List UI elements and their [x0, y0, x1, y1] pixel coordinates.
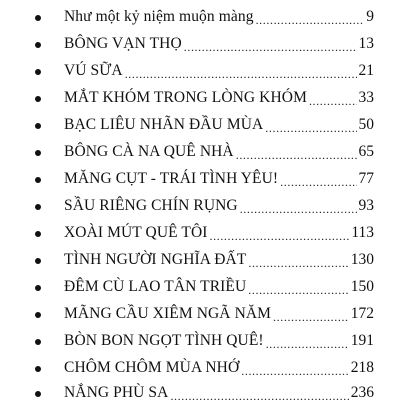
- toc-entry-title: SẦU RIÊNG CHÍN RỤNG: [64, 197, 238, 214]
- bullet-icon: [34, 88, 64, 108]
- toc-entry-page: 130: [350, 251, 374, 268]
- dot-leader: [248, 277, 348, 297]
- dot-leader: [241, 358, 349, 378]
- toc-entry: [34, 169, 374, 189]
- toc-entry-title: MĂNG CỤT - TRÁI TÌNH YÊU!: [64, 170, 279, 187]
- toc-entry: [34, 88, 374, 108]
- dot-leader: [273, 304, 349, 324]
- bullet-icon: [34, 358, 64, 378]
- toc-entry-page: 9: [366, 8, 374, 25]
- toc-entry: [34, 250, 374, 270]
- toc-entry-title: BÔNG VẠN THỌ: [64, 35, 182, 52]
- bullet-icon: [34, 277, 64, 297]
- toc-entry: [34, 61, 374, 81]
- toc-entry-title: XOÀI MÚT QUÊ TÔI: [64, 224, 208, 241]
- dot-leader: [309, 88, 357, 108]
- toc-entry-page: 77: [358, 170, 374, 187]
- dot-leader: [280, 169, 356, 189]
- toc-entry-page: 13: [358, 35, 374, 52]
- toc-entry: [34, 34, 374, 54]
- toc-entry: [34, 7, 374, 27]
- toc-entry-title: NẮNG PHÙ SA: [64, 384, 169, 401]
- toc-entry-title: BÔNG CÀ NA QUÊ NHÀ: [64, 143, 234, 160]
- bullet-icon: [34, 223, 64, 243]
- toc-entry-title: BẠC LIÊU NHÃN ĐẦU MÙA: [64, 116, 264, 133]
- bullet-icon: [34, 34, 64, 54]
- toc-entry-page: 218: [350, 359, 374, 376]
- dot-leader: [265, 115, 356, 135]
- toc-entry-page: 113: [351, 224, 374, 241]
- dot-leader: [236, 142, 357, 162]
- dot-leader: [240, 196, 357, 216]
- bullet-icon: [34, 331, 64, 351]
- toc-entry-page: 21: [358, 62, 374, 79]
- dot-leader: [256, 7, 365, 27]
- toc-entry-page: 172: [350, 305, 374, 322]
- toc-entry-page: 93: [358, 197, 374, 214]
- toc-entry: [34, 358, 374, 378]
- dot-leader: [210, 223, 350, 243]
- toc-entry: [34, 277, 374, 297]
- toc-entry-page: 150: [350, 278, 374, 295]
- toc-entry: [34, 331, 374, 351]
- toc-entry: [34, 115, 374, 135]
- toc-entry-title: TÌNH NGƯỜI NGHĨA ĐẤT: [64, 251, 247, 268]
- toc-entry-title: VÚ SỮA: [64, 62, 123, 79]
- toc-entry: [34, 142, 374, 162]
- toc-entry: [34, 383, 374, 403]
- toc-entry-page: 191: [350, 332, 374, 349]
- toc-entry-title: ĐÊM CÙ LAO TÂN TRIỀU: [64, 278, 247, 295]
- dot-leader: [184, 34, 357, 54]
- toc-entry-title: Như một kỷ niệm muộn màng: [64, 8, 254, 25]
- toc-entry: [34, 223, 374, 243]
- bullet-icon: [34, 169, 64, 189]
- dot-leader: [266, 331, 349, 351]
- dot-leader: [248, 250, 348, 270]
- bullet-icon: [34, 142, 64, 162]
- bullet-icon: [34, 383, 64, 403]
- toc-entry-page: 33: [358, 89, 374, 106]
- toc-entry: [34, 304, 374, 324]
- bullet-icon: [34, 304, 64, 324]
- bullet-icon: [34, 250, 64, 270]
- toc-entry-page: 65: [358, 143, 374, 160]
- toc-entry-title: CHÔM CHÔM MÙA NHỚ: [64, 359, 240, 376]
- dot-leader: [170, 383, 348, 403]
- toc-entry-page: 236: [350, 384, 374, 401]
- toc-entry: [34, 196, 374, 216]
- toc-entry-title: BÒN BON NGỌT TÌNH QUÊ!: [64, 332, 264, 349]
- bullet-icon: [34, 115, 64, 135]
- dot-leader: [125, 61, 357, 81]
- bullet-icon: [34, 7, 64, 27]
- bullet-icon: [34, 196, 64, 216]
- bullet-icon: [34, 61, 64, 81]
- toc-entry-title: MÃNG CẦU XIÊM NGÃ NĂM: [64, 305, 272, 322]
- toc-entry-title: MẮT KHÓM TRONG LÒNG KHÓM: [64, 89, 307, 106]
- toc-entry-page: 50: [358, 116, 374, 133]
